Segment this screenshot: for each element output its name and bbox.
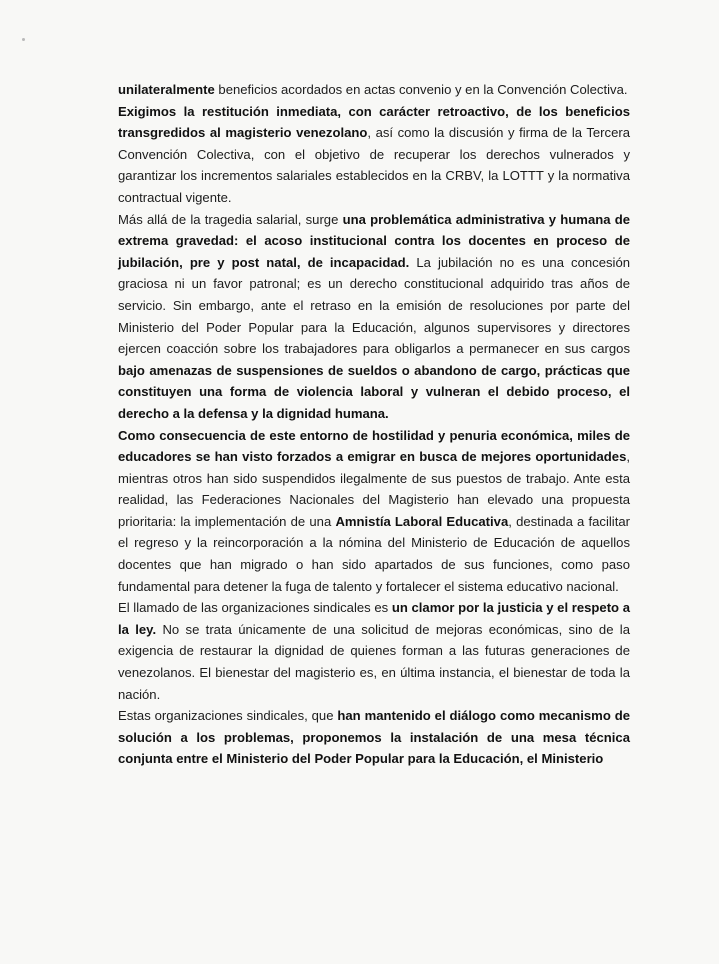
paragraph-2: [118, 101, 630, 209]
body-text: No se trata únicamente de una solicitud de mejoras económicas, sino de la exigencia de restaurar la dignidad de quienes forman a las futuras generaciones de venezolanos. El bienestar del magisterio es, en última instancia, el bienestar de toda la nación.: [118, 621, 630, 702]
bold-text: han mantenido el diálogo como mecanismo de solución a los problemas, proponemos la instalación de una mesa técnica conjunta entre el Ministerio del Poder Popular para la Educación, el Ministerio: [118, 708, 630, 767]
body-text: El llamado de las organizaciones sindicales es: [118, 600, 392, 616]
document-body: [118, 79, 630, 770]
bold-text: Amnistía Laboral Educativa: [335, 513, 509, 529]
body-text: Más allá de la tragedia salarial, surge: [118, 211, 343, 227]
paragraph-4: [118, 425, 630, 598]
paragraph-1: [118, 79, 630, 101]
scan-speck: [22, 38, 25, 41]
bold-text: una problemática administrativa y humana de extrema gravedad: el acoso institucional contra los docentes en proceso de jubilación, pre y post natal, de incapacidad.: [118, 211, 630, 270]
bold-text: Exigimos la restitución inmediata, con carácter retroactivo, de los beneficios transgredidos al magisterio venezolano: [118, 103, 630, 141]
bold-text: Como consecuencia de este entorno de hostilidad y penuria económica, miles de educadores se han visto forzados a emigrar en busca de mejores oportunidades: [118, 427, 630, 465]
body-text: , así como la discusión y firma de la Tercera Convención Colectiva, con el objetivo de recuperar los derechos vulnerados y garantizar los incrementos salariales establecidos en la CRBV, la LOTTT y la normativa contractual vigente.: [118, 125, 630, 205]
paragraph-6: [118, 705, 630, 770]
paragraph-5: [118, 597, 630, 705]
body-text: , destinada a facilitar el regreso y la reincorporación a la nómina del Ministerio de Educación de aquellos docentes que han migrado o han sido apartados de sus funciones, como paso fundamental para detener la fuga de talento y fortalecer el sistema educativo nacional.: [118, 513, 630, 594]
bold-text: bajo amenazas de suspensiones de sueldos o abandono de cargo, prácticas que constituyen una forma de violencia laboral y vulneran el debido proceso, el derecho a la defensa y la dignidad humana.: [118, 362, 630, 421]
body-text: , mientras otros han sido suspendidos ilegalmente de sus puestos de trabajo. Ante esta realidad, las Federaciones Nacionales del Magisterio han elevado una propuesta prioritaria: la implementación de una: [118, 449, 630, 529]
bold-text: unilateralmente: [118, 82, 215, 97]
body-text: La jubilación no es una concesión graciosa ni un favor patronal; es un derecho constitucional adquirido tras años de servicio. Sin embargo, ante el retraso en la emisión de resoluciones por parte del Ministerio del Poder Popular para la Educación, algunos supervisores y directores ejercen coacción sobre los trabajadores para obligarlos a permanecer en sus cargos: [118, 254, 631, 357]
bold-text: un clamor por la justicia y el respeto a la ley.: [118, 600, 630, 637]
paragraph-3: [118, 209, 630, 425]
body-text: Estas organizaciones sindicales, que: [118, 708, 338, 724]
body-text: beneficios acordados en actas convenio y en la Convención Colectiva.: [214, 82, 628, 97]
